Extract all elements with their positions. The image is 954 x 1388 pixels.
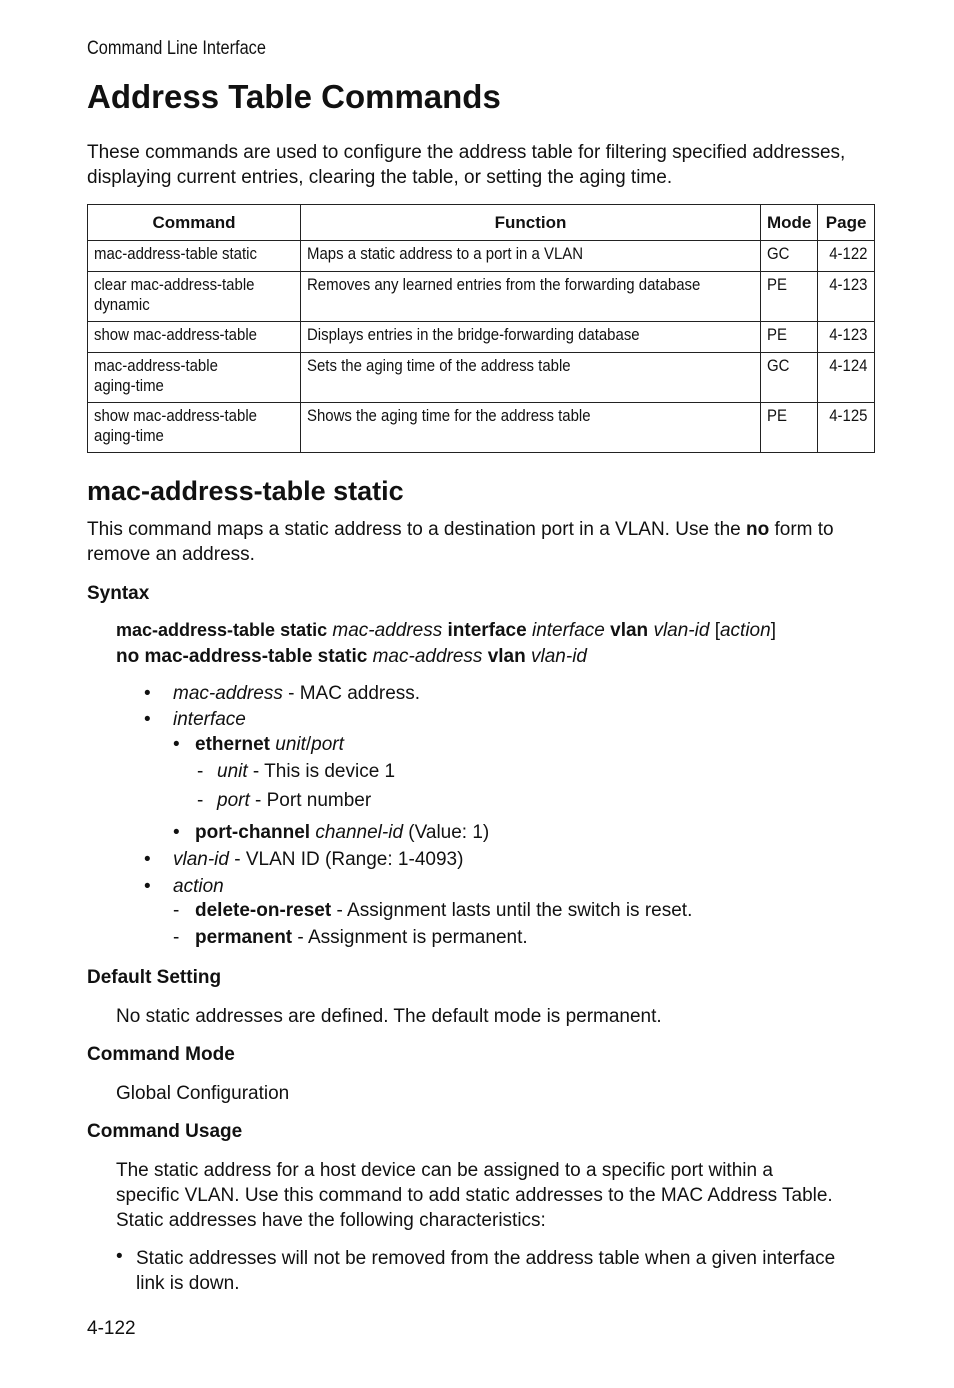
- cell-function: Maps a static address to a port in a VLAN: [301, 241, 761, 272]
- running-header: Command Line Interface: [87, 38, 266, 59]
- command-mode-text: Global Configuration: [116, 1083, 290, 1104]
- commands-table: [87, 204, 875, 453]
- list-item: interface: [173, 709, 246, 730]
- dash: -: [173, 900, 180, 921]
- syntax-heading: Syntax: [87, 583, 150, 604]
- intro-paragraph: These commands are used to configure the address table for filtering specified addresses, displaying current entries, clearing the table, or setting the aging time.: [87, 142, 846, 188]
- cell-command: mac-address-table static: [88, 241, 301, 272]
- bullet: •: [144, 683, 151, 704]
- bullet: •: [144, 709, 151, 730]
- list-item: mac-address - MAC address.: [173, 683, 421, 704]
- syntax-line-1: mac-address-table static mac-address interface interface vlan vlan-id [action]: [116, 620, 776, 641]
- cell-command: show mac-address-table aging-time: [88, 403, 301, 453]
- dash: -: [173, 927, 180, 948]
- cell-page: 4-123: [818, 322, 874, 353]
- list-item: port - Port number: [217, 790, 372, 811]
- column-header-function: Function: [301, 205, 761, 241]
- list-item: vlan-id - VLAN ID (Range: 1-4093): [173, 849, 464, 870]
- table-row: [88, 241, 875, 272]
- command-usage-text: The static address for a host device can be assigned to a specific port within a specific VLAN. Use this command to add static addresses to the MAC Address Table. Static addresses have the following characteristics:: [116, 1160, 833, 1231]
- page-number: 4-122: [87, 1318, 136, 1339]
- bullet: •: [144, 876, 151, 897]
- bullet: •: [173, 734, 180, 755]
- list-item: unit - This is device 1: [217, 761, 396, 782]
- list-item: port-channel channel-id (Value: 1): [195, 822, 490, 843]
- cell-mode: GC: [760, 353, 817, 403]
- command-mode-heading: Command Mode: [87, 1044, 235, 1065]
- bullet: •: [144, 849, 151, 870]
- column-header-mode: Mode: [760, 205, 817, 241]
- list-item: permanent - Assignment is permanent.: [195, 927, 528, 948]
- dash: -: [197, 790, 204, 811]
- list-item: action: [173, 876, 224, 897]
- table-row: [88, 403, 875, 453]
- cell-command: show mac-address-table: [88, 322, 301, 353]
- list-item: delete-on-reset - Assignment lasts until the switch is reset.: [195, 900, 693, 921]
- cell-mode: GC: [760, 241, 817, 272]
- column-header-command: Command: [88, 205, 301, 241]
- cell-page: 4-125: [818, 403, 874, 453]
- cell-function: Sets the aging time of the address table: [301, 353, 761, 403]
- default-setting-heading: Default Setting: [87, 967, 222, 988]
- table-row: [88, 272, 875, 322]
- table-row: [88, 353, 875, 403]
- cell-page: 4-122: [818, 241, 874, 272]
- cell-command: mac-address-table aging-time: [88, 353, 301, 403]
- usage-bullet-text: Static addresses will not be removed from the address table when a given interface link is down.: [136, 1248, 836, 1294]
- dash: -: [197, 761, 204, 782]
- page-title: Address Table Commands: [87, 78, 501, 115]
- command-usage-heading: Command Usage: [87, 1121, 243, 1142]
- cell-command: clear mac-address-table dynamic: [88, 272, 301, 322]
- bullet: •: [116, 1246, 123, 1267]
- default-setting-text: No static addresses are defined. The default mode is permanent.: [116, 1006, 662, 1027]
- list-item: ethernet unit/port: [195, 734, 344, 755]
- cell-page: 4-123: [818, 272, 874, 322]
- column-header-page: Page: [818, 205, 874, 241]
- cell-mode: PE: [760, 403, 817, 453]
- cell-mode: PE: [760, 322, 817, 353]
- cell-function: Displays entries in the bridge-forwarding database: [301, 322, 761, 353]
- cell-mode: PE: [760, 272, 817, 322]
- cell-function: Removes any learned entries from the forwarding database: [301, 272, 761, 322]
- table-row: [88, 322, 875, 353]
- section-description: This command maps a static address to a destination port in a VLAN. Use the no form to remove an address.: [87, 519, 834, 565]
- cell-page: 4-124: [818, 353, 874, 403]
- cell-function: Shows the aging time for the address table: [301, 403, 761, 453]
- syntax-line-2: no mac-address-table static mac-address vlan vlan-id: [116, 646, 587, 667]
- bullet: •: [173, 822, 180, 843]
- section-title: mac-address-table static: [87, 476, 404, 506]
- table-header-row: [88, 205, 875, 241]
